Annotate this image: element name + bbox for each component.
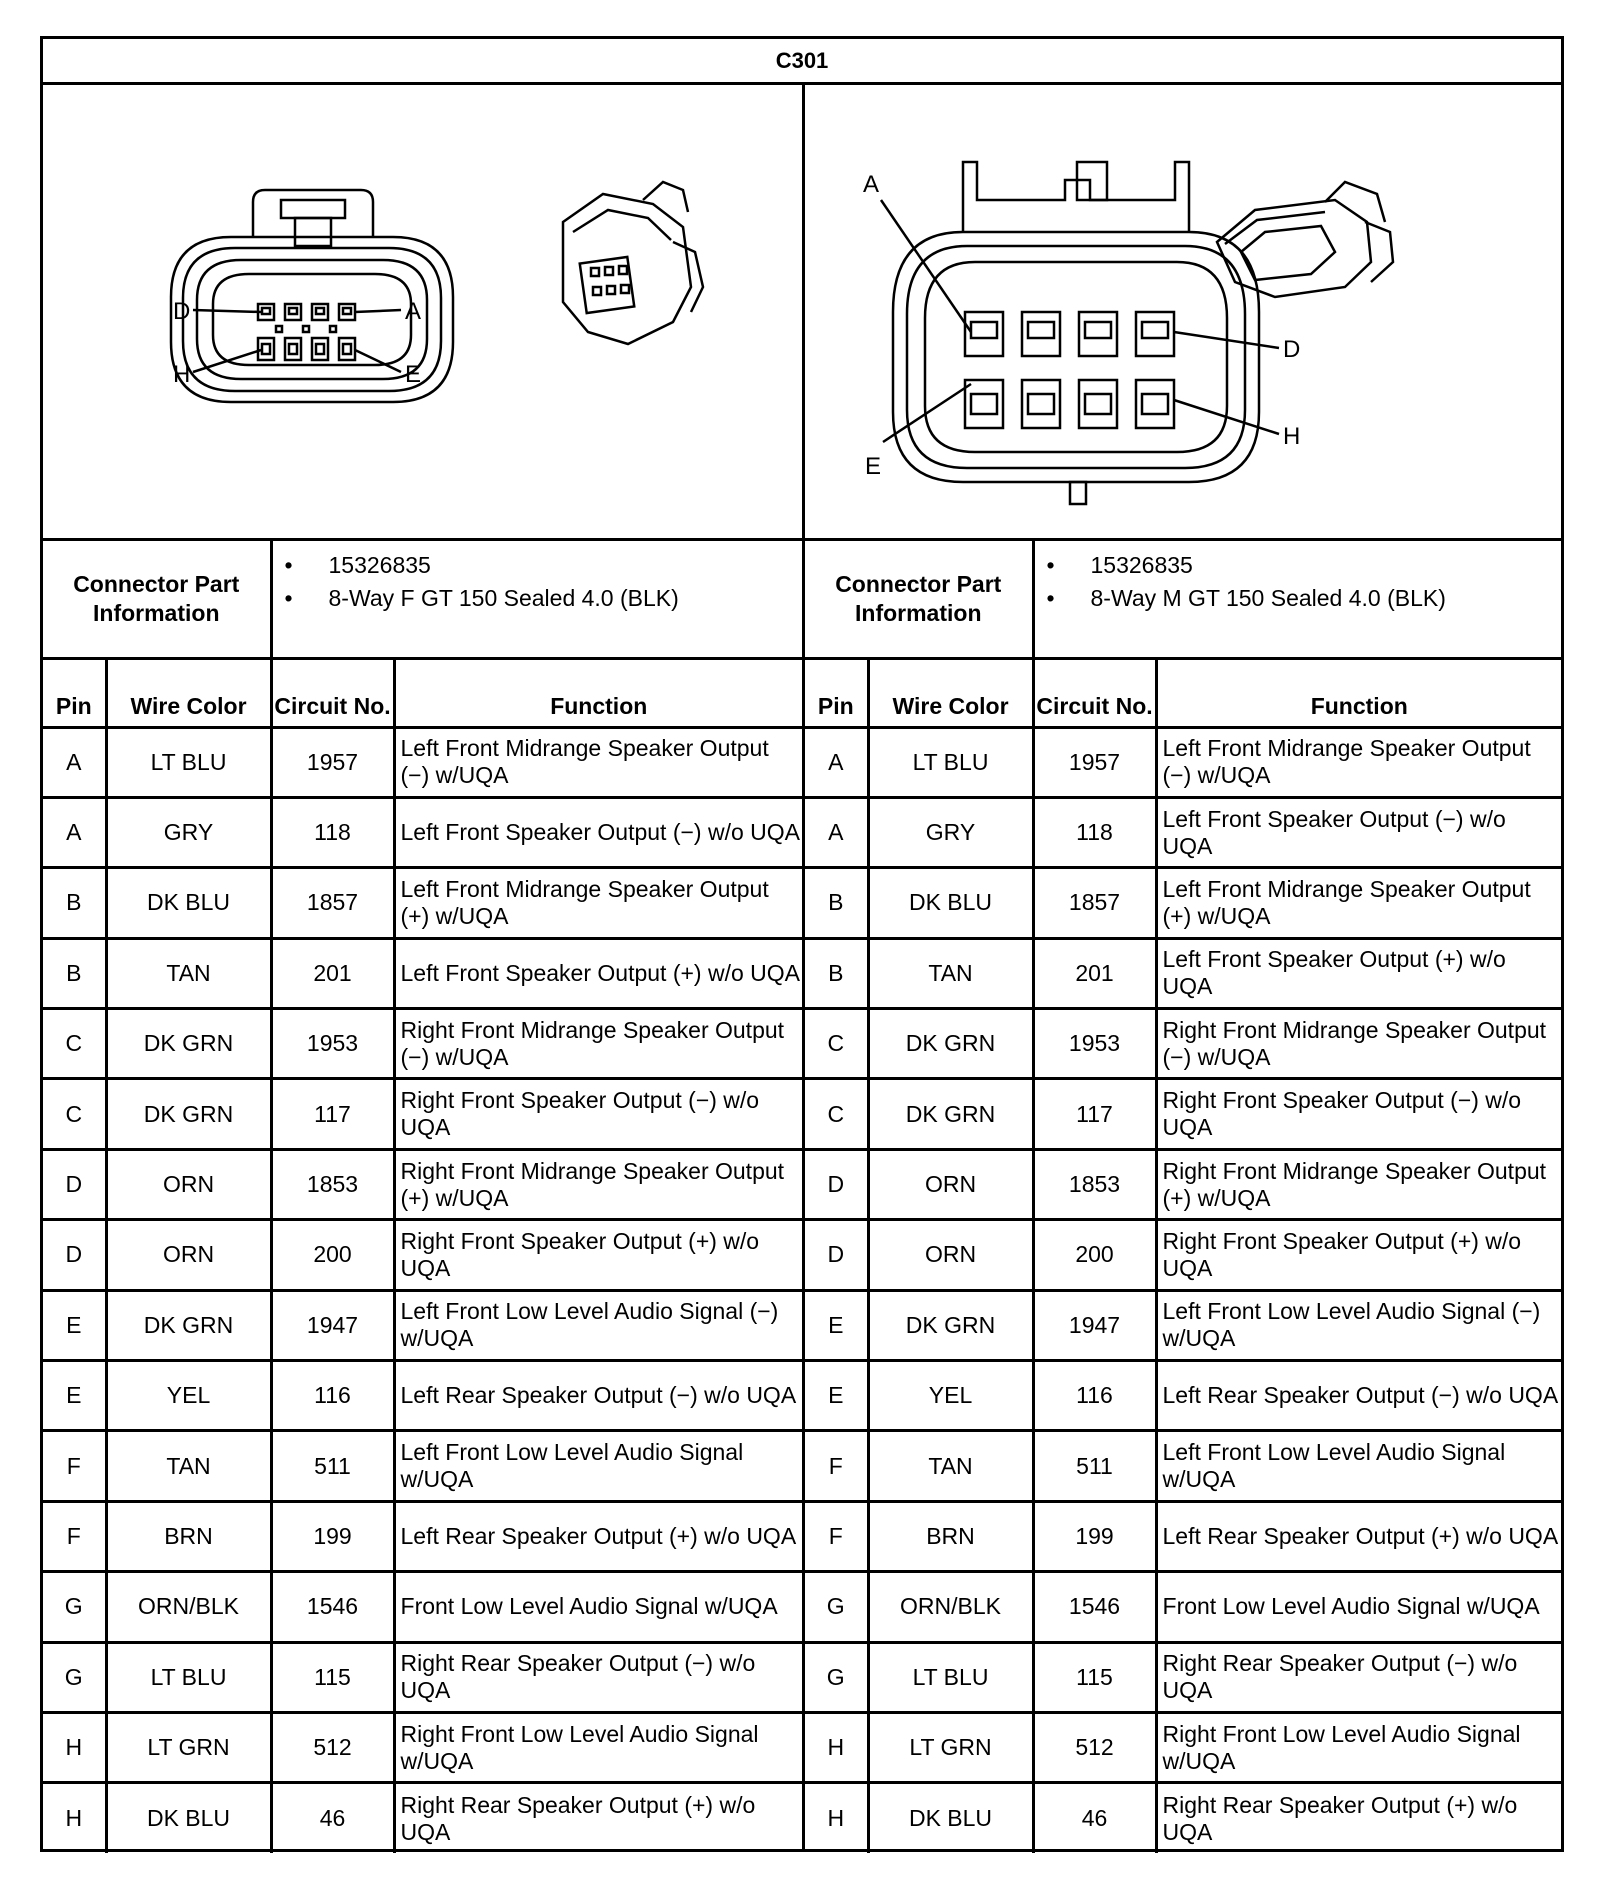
wire-color-cell: LT BLU [106,1642,271,1712]
part-info-row [43,541,802,658]
male-connector-drawing [805,82,1561,538]
wire-color-cell: BRN [868,1501,1033,1571]
circuit-cell: 512 [1033,1712,1156,1782]
function-cell: Right Rear Speaker Output (+) w/o UQA [1156,1783,1561,1853]
pin-label-a: A [863,171,880,198]
table-row [805,1220,1561,1290]
table-row [805,1009,1561,1079]
function-cell: Right Front Speaker Output (+) w/o UQA [394,1220,802,1290]
table-row [805,1290,1561,1360]
wire-color-cell: BRN [106,1501,271,1571]
wire-color-cell: ORN [868,1220,1033,1290]
table-row [43,1149,802,1219]
table-row [805,1079,1561,1149]
wire-color-cell: DK BLU [106,868,271,938]
wire-color-cell: DK GRN [106,1290,271,1360]
function-cell: Right Front Midrange Speaker Output (−) w/UQA [394,1009,802,1079]
part-number: • 15326835 [1091,549,1561,582]
circuit-cell: 1853 [1033,1149,1156,1219]
table-row [43,727,802,797]
table-row [805,1361,1561,1431]
pin-cell: C [43,1009,106,1079]
pin-cell: A [43,727,106,797]
wire-color-cell: GRY [106,797,271,867]
female-pinout [43,541,805,1852]
function-cell: Right Front Speaker Output (−) w/o UQA [1156,1079,1561,1149]
wire-color-cell: DK BLU [868,868,1033,938]
male-pinout-table [805,541,1561,1853]
female-connector-diagram [43,82,805,538]
circuit-cell: 1957 [271,727,394,797]
table-row [43,1712,802,1782]
pin-header: Pin [43,658,106,727]
wire-color-cell: DK GRN [106,1079,271,1149]
male-pinout [805,541,1561,1852]
function-cell: Left Rear Speaker Output (−) w/o UQA [394,1361,802,1431]
pin-cell: D [805,1220,868,1290]
function-cell: Right Rear Speaker Output (+) w/o UQA [394,1783,802,1853]
table-row [805,1501,1561,1571]
circuit-cell: 1947 [1033,1290,1156,1360]
wire-color-cell: TAN [106,1431,271,1501]
pin-cell: G [805,1572,868,1642]
wire-color-cell: ORN [106,1149,271,1219]
pin-label-h: H [173,361,191,388]
table-row [805,1712,1561,1782]
circuit-cell: 116 [1033,1361,1156,1431]
table-row [43,1431,802,1501]
function-cell: Right Front Speaker Output (+) w/o UQA [1156,1220,1561,1290]
pin-cell: B [43,868,106,938]
function-cell: Right Front Low Level Audio Signal w/UQA [394,1712,802,1782]
pin-cell: B [805,868,868,938]
circuit-cell: 511 [271,1431,394,1501]
pin-cell: A [805,797,868,867]
pin-cell: C [43,1079,106,1149]
circuit-cell: 118 [1033,797,1156,867]
circuit-cell: 117 [271,1079,394,1149]
function-cell: Right Rear Speaker Output (−) w/o UQA [1156,1642,1561,1712]
pin-label-h: H [1283,423,1301,450]
circuit-header: Circuit No. [271,658,394,727]
wire-color-cell: ORN [868,1149,1033,1219]
circuit-cell: 200 [1033,1220,1156,1290]
function-cell: Left Rear Speaker Output (−) w/o UQA [1156,1361,1561,1431]
header-row [43,658,802,727]
pin-cell: F [43,1431,106,1501]
circuit-cell: 199 [1033,1501,1156,1571]
wire-color-cell: LT GRN [106,1712,271,1782]
pin-cell: E [805,1361,868,1431]
table-row [43,1290,802,1360]
wire-color-cell: DK BLU [868,1783,1033,1853]
wire-color-cell: DK GRN [868,1079,1033,1149]
circuit-header: Circuit No. [1033,658,1156,727]
wire-color-cell: DK GRN [868,1009,1033,1079]
circuit-cell: 118 [271,797,394,867]
table-row [43,938,802,1008]
pin-cell: G [43,1572,106,1642]
pin-cell: A [43,797,106,867]
function-cell: Left Front Midrange Speaker Output (+) w/UQA [394,868,802,938]
table-row [805,1149,1561,1219]
table-row [805,868,1561,938]
table-row [43,1783,802,1853]
circuit-cell: 1857 [1033,868,1156,938]
function-header: Function [394,658,802,727]
function-cell: Right Front Midrange Speaker Output (−) w/UQA [1156,1009,1561,1079]
wire-color-cell: LT BLU [868,1642,1033,1712]
pin-cell: E [805,1290,868,1360]
wire-color-cell: ORN/BLK [106,1572,271,1642]
circuit-cell: 201 [1033,938,1156,1008]
wire-color-cell: ORN/BLK [868,1572,1033,1642]
function-cell: Left Front Speaker Output (−) w/o UQA [1156,797,1561,867]
pin-cell: H [43,1712,106,1782]
function-cell: Right Front Midrange Speaker Output (+) w/UQA [1156,1149,1561,1219]
function-cell: Left Front Low Level Audio Signal (−) w/UQA [1156,1290,1561,1360]
pin-label-e: E [865,453,882,480]
part-info-label: Connector Part Information [43,541,271,658]
pin-cell: F [43,1501,106,1571]
wire-color-cell: DK GRN [106,1009,271,1079]
pin-cell: B [43,938,106,1008]
pin-cell: F [805,1431,868,1501]
table-row [805,727,1561,797]
table-row [43,1501,802,1571]
function-cell: Right Rear Speaker Output (−) w/o UQA [394,1642,802,1712]
circuit-cell: 1546 [271,1572,394,1642]
table-row [43,1361,802,1431]
function-header: Function [1156,658,1561,727]
function-cell: Front Low Level Audio Signal w/UQA [394,1572,802,1642]
wire-color-cell: TAN [106,938,271,1008]
function-cell: Left Front Low Level Audio Signal w/UQA [394,1431,802,1501]
part-info-label: Connector Part Information [805,541,1033,658]
wire-color-cell: ORN [106,1220,271,1290]
wire-color-cell: LT BLU [106,727,271,797]
female-connector-drawing [43,82,802,538]
wire-color-cell: GRY [868,797,1033,867]
function-cell: Left Front Speaker Output (−) w/o UQA [394,797,802,867]
circuit-cell: 1953 [1033,1009,1156,1079]
function-cell: Right Front Midrange Speaker Output (+) w/UQA [394,1149,802,1219]
function-cell: Left Front Speaker Output (+) w/o UQA [394,938,802,1008]
part-info-row [805,541,1561,658]
function-cell: Left Front Low Level Audio Signal (−) w/UQA [394,1290,802,1360]
table-row [43,1572,802,1642]
circuit-cell: 511 [1033,1431,1156,1501]
circuit-cell: 115 [271,1642,394,1712]
pin-header: Pin [805,658,868,727]
pin-label-e: E [405,361,422,388]
wire-color-cell: DK BLU [106,1783,271,1853]
pin-cell: H [805,1712,868,1782]
table-row [43,1009,802,1079]
header-row [805,658,1561,727]
part-description: • 8-Way F GT 150 Sealed 4.0 (BLK) [329,582,802,615]
function-cell: Left Front Midrange Speaker Output (−) w/UQA [1156,727,1561,797]
pin-cell: D [805,1149,868,1219]
wire-color-cell: YEL [106,1361,271,1431]
table-row [43,868,802,938]
wire-color-cell: DK GRN [868,1290,1033,1360]
circuit-cell: 1857 [271,868,394,938]
circuit-cell: 46 [1033,1783,1156,1853]
part-numbers [271,541,802,658]
pin-label-d: D [173,298,191,325]
pin-cell: G [43,1642,106,1712]
pin-cell: F [805,1501,868,1571]
function-cell: Left Rear Speaker Output (+) w/o UQA [394,1501,802,1571]
wire-color-header: Wire Color [868,658,1033,727]
pin-cell: D [43,1149,106,1219]
table-row [43,1079,802,1149]
part-description: • 8-Way M GT 150 Sealed 4.0 (BLK) [1091,582,1561,615]
table-row [805,1642,1561,1712]
circuit-cell: 200 [271,1220,394,1290]
circuit-cell: 1953 [271,1009,394,1079]
part-number: • 15326835 [329,549,802,582]
pin-cell: C [805,1009,868,1079]
function-cell: Left Front Speaker Output (+) w/o UQA [1156,938,1561,1008]
table-row [805,1572,1561,1642]
female-pinout-table [43,541,802,1853]
wire-color-cell: TAN [868,938,1033,1008]
diagram-row [43,82,1561,538]
function-cell: Left Front Midrange Speaker Output (−) w/UQA [394,727,802,797]
table-row [805,1783,1561,1853]
pin-cell: D [43,1220,106,1290]
table-row [805,797,1561,867]
function-cell: Left Front Midrange Speaker Output (+) w/UQA [1156,868,1561,938]
function-cell: Right Front Speaker Output (−) w/o UQA [394,1079,802,1149]
pin-label-a: A [405,298,422,325]
function-cell: Left Front Low Level Audio Signal w/UQA [1156,1431,1561,1501]
function-cell: Left Rear Speaker Output (+) w/o UQA [1156,1501,1561,1571]
circuit-cell: 116 [271,1361,394,1431]
wire-color-cell: LT BLU [868,727,1033,797]
circuit-cell: 117 [1033,1079,1156,1149]
connector-sheet [40,36,1564,1852]
table-row [805,938,1561,1008]
circuit-cell: 199 [271,1501,394,1571]
table-row [43,1220,802,1290]
pin-cell: H [805,1783,868,1853]
circuit-cell: 46 [271,1783,394,1853]
wire-color-cell: YEL [868,1361,1033,1431]
table-row [43,1642,802,1712]
male-connector-diagram [805,82,1561,538]
pin-cell: E [43,1361,106,1431]
circuit-cell: 1853 [271,1149,394,1219]
function-cell: Right Front Low Level Audio Signal w/UQA [1156,1712,1561,1782]
pinout-tables [43,538,1561,1852]
function-cell: Front Low Level Audio Signal w/UQA [1156,1572,1561,1642]
pin-cell: A [805,727,868,797]
circuit-cell: 115 [1033,1642,1156,1712]
circuit-cell: 201 [271,938,394,1008]
wire-color-cell: LT GRN [868,1712,1033,1782]
circuit-cell: 1947 [271,1290,394,1360]
pin-cell: B [805,938,868,1008]
circuit-cell: 1546 [1033,1572,1156,1642]
wire-color-cell: TAN [868,1431,1033,1501]
pin-cell: H [43,1783,106,1853]
pin-cell: G [805,1642,868,1712]
circuit-cell: 1957 [1033,727,1156,797]
pin-cell: C [805,1079,868,1149]
connector-title: C301 [43,39,1561,85]
part-numbers [1033,541,1561,658]
pin-cell: E [43,1290,106,1360]
table-row [805,1431,1561,1501]
circuit-cell: 512 [271,1712,394,1782]
table-row [43,797,802,867]
pin-label-d: D [1283,336,1301,363]
wire-color-header: Wire Color [106,658,271,727]
